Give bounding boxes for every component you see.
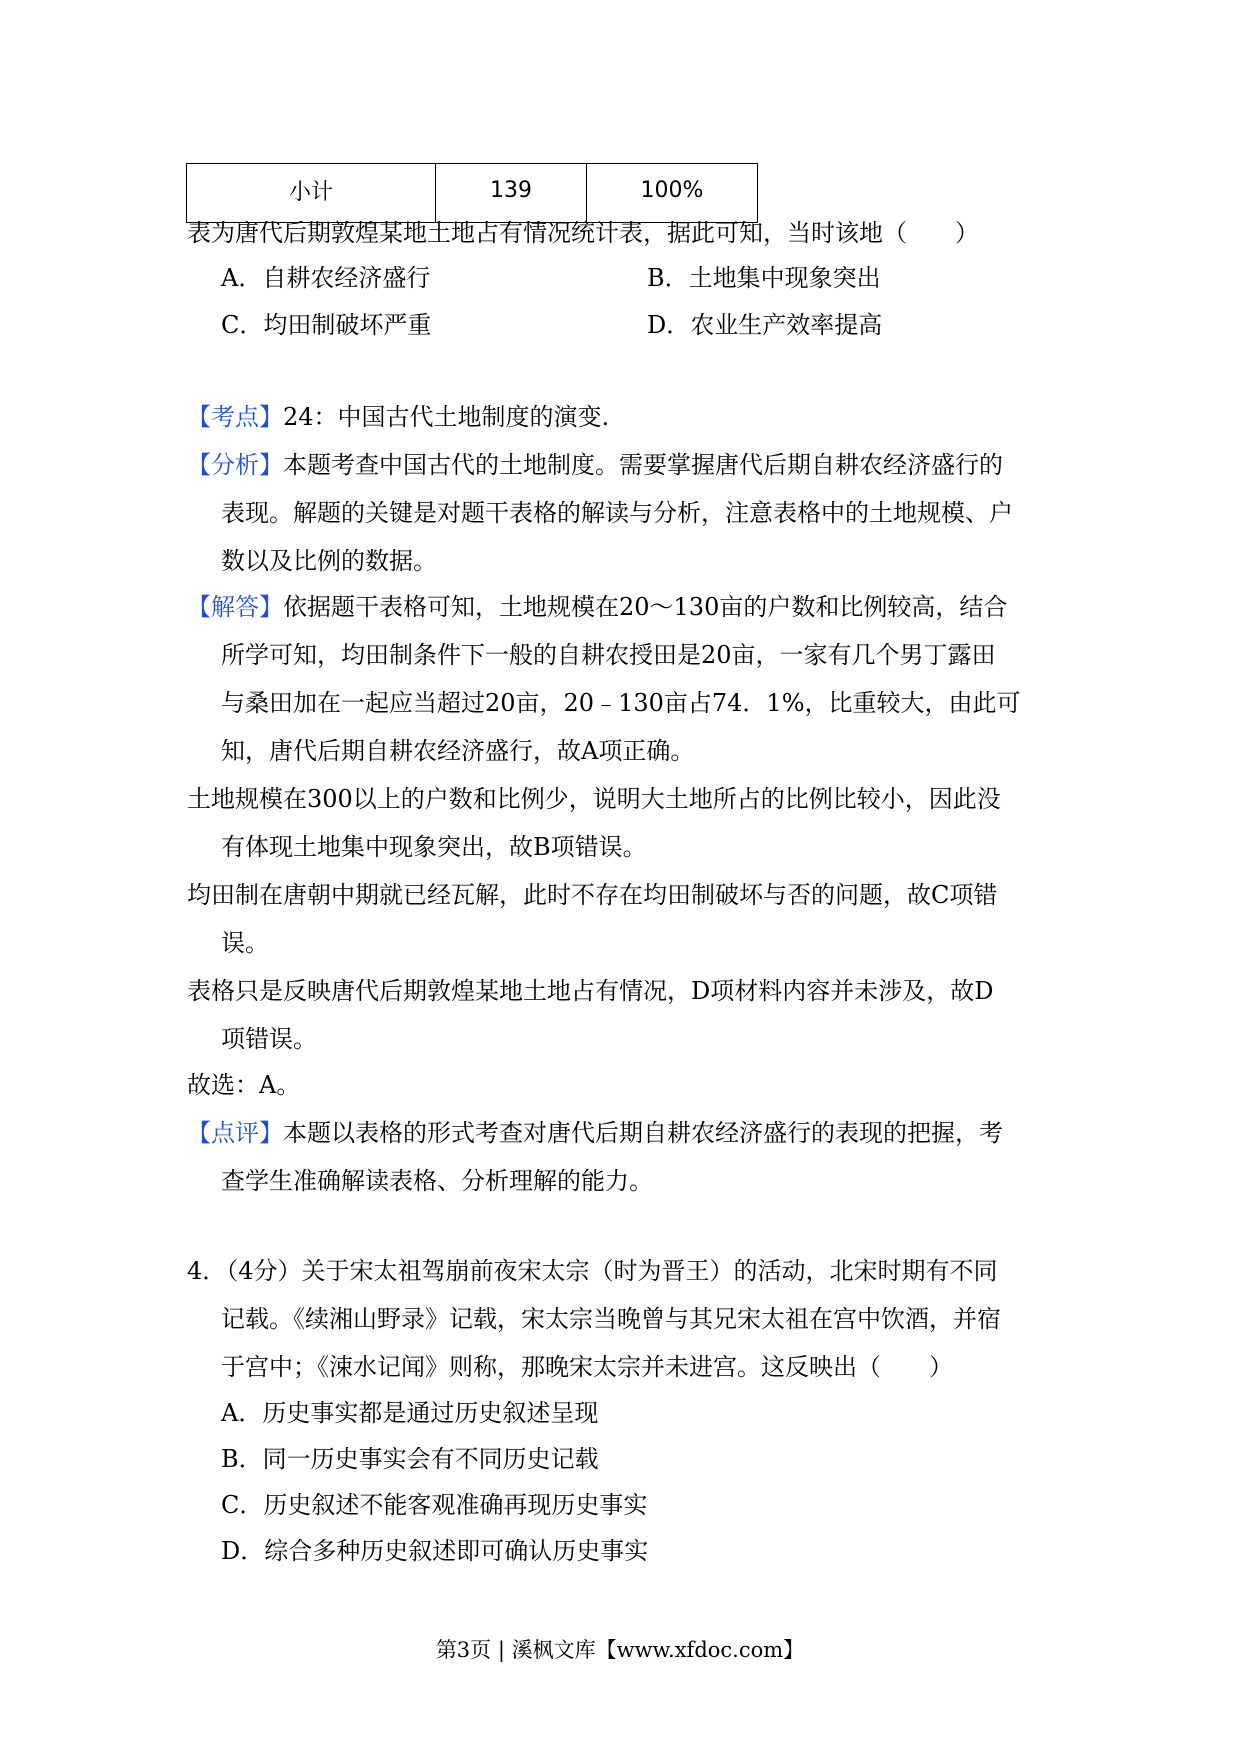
- question-3-stem: 表为唐代后期敦煌某地土地占有情况统计表，据此可知，当时该地（ ）: [187, 219, 979, 247]
- q4-option-c: C．历史叙述不能客观准确再现历史事实: [221, 1491, 648, 1519]
- land-statistics-table: [186, 163, 758, 223]
- answer-line: 故选：A。: [187, 1071, 301, 1099]
- question-4-line-3: 于宫中；《涑水记闻》则称，那晚宋太宗并未进宫。这反映出（ ）: [221, 1353, 953, 1381]
- q3-option-a: A．自耕农经济盛行: [221, 264, 431, 292]
- dianping-label: 【点评】: [187, 1119, 283, 1147]
- option-c-analysis-line-2: 误。: [221, 929, 269, 957]
- jieda-label: 【解答】: [187, 593, 283, 621]
- option-b-analysis-line-2: 有体现土地集中现象突出，故B项错误。: [221, 833, 647, 861]
- option-d-analysis-line-2: 项错误。: [221, 1025, 317, 1053]
- option-c-analysis-line-1: 均田制在唐朝中期就已经瓦解，此时不存在均田制破坏与否的问题，故C项错: [187, 881, 998, 909]
- dianping-line-1: 【点评】本题以表格的形式考查对唐代后期自耕农经济盛行的表现的把握，考: [187, 1119, 1003, 1147]
- fenxi-line-1: 【分析】本题考查中国古代的土地制度。需要掌握唐代后期自耕农经济盛行的: [187, 451, 1003, 479]
- kaodian-text: 24：中国古代土地制度的演变.: [283, 403, 610, 431]
- q3-option-c: C．均田制破坏严重: [221, 311, 432, 339]
- question-4-line-2: 记载。《续湘山野录》记载，宋太宗当晚曾与其兄宋太祖在宫中饮酒，并宿: [221, 1305, 1001, 1333]
- table-row: [187, 164, 758, 223]
- q4-option-d: D．综合多种历史叙述即可确认历史事实: [221, 1537, 649, 1565]
- jieda-line-1: 【解答】依据题干表格可知，土地规模在20～130亩的户数和比例较高，结合: [187, 593, 1008, 621]
- option-d-analysis-line-1: 表格只是反映唐代后期敦煌某地土地占有情况，D项材料内容并未涉及，故D: [187, 977, 994, 1005]
- page-footer: 第3页 | 溪枫文库【www.xfdoc.com】: [435, 1638, 805, 1662]
- table-cell-subtotal-label: 小计: [187, 164, 436, 223]
- table-cell-household-count: 139: [436, 164, 587, 223]
- jieda-line-3: 与桑田加在一起应当超过20亩，20﹣130亩占74．1%，比重较大，由此可: [221, 689, 1021, 717]
- q4-option-a: A．历史事实都是通过历史叙述呈现: [221, 1399, 599, 1427]
- jieda-line-4: 知，唐代后期自耕农经济盛行，故A项正确。: [221, 737, 695, 765]
- kaodian-paragraph: [187, 402, 609, 432]
- kaodian-label: 【考点】: [187, 403, 283, 431]
- q3-option-d: D．农业生产效率提高: [647, 311, 883, 339]
- table-cell-percentage: 100%: [587, 164, 758, 223]
- question-4-line-1: 4．（4分）关于宋太祖驾崩前夜宋太宗（时为晋王）的活动，北宋时期有不同: [187, 1257, 998, 1285]
- fenxi-line-3: 数以及比例的数据。: [221, 547, 437, 575]
- fenxi-line-2: 表现。解题的关键是对题干表格的解读与分析，注意表格中的土地规模、户: [221, 499, 1013, 527]
- dianping-line-2: 查学生准确解读表格、分析理解的能力。: [221, 1167, 653, 1195]
- jieda-line-2: 所学可知，均田制条件下一般的自耕农授田是20亩，一家有几个男丁露田: [221, 641, 996, 669]
- option-b-analysis-line-1: 土地规模在300以上的户数和比例少，说明大土地所占的比例比较小，因此没: [187, 785, 1001, 813]
- q4-option-b: B．同一历史事实会有不同历史记载: [221, 1445, 599, 1473]
- fenxi-label: 【分析】: [187, 451, 283, 479]
- q3-option-b: B．土地集中现象突出: [647, 264, 881, 292]
